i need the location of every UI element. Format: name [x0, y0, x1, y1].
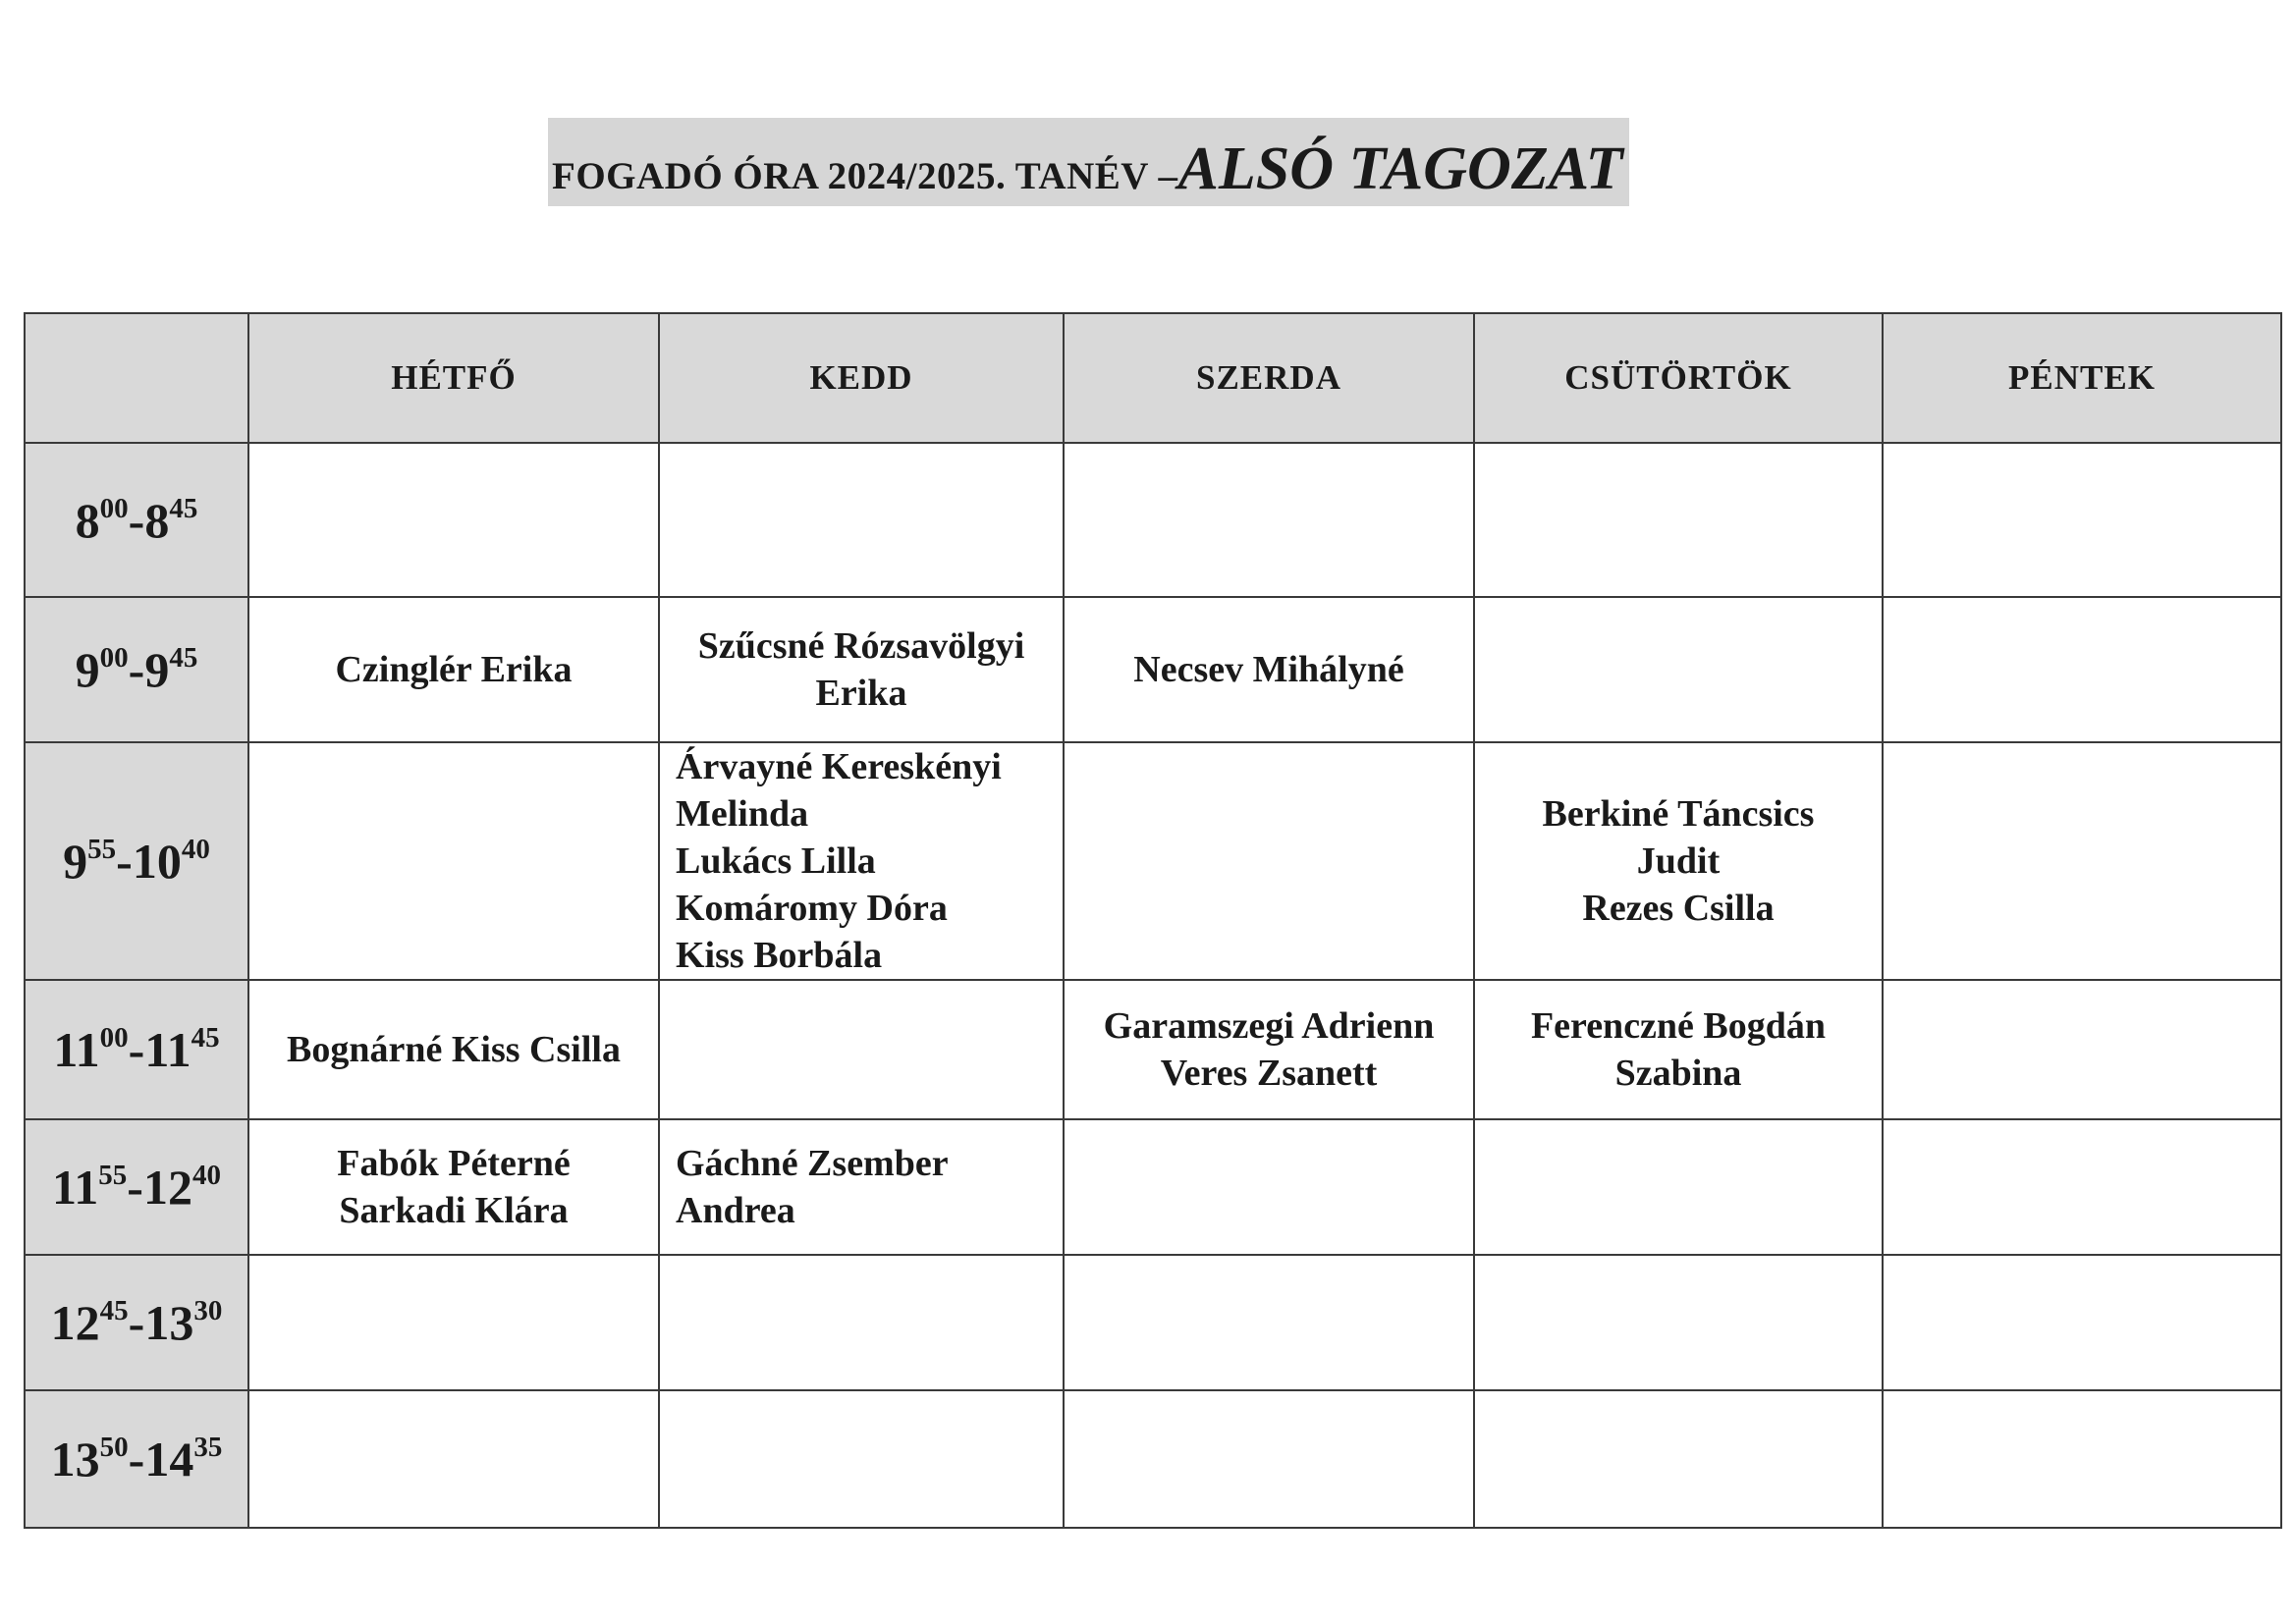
- time-dash: -: [128, 642, 145, 697]
- corner-cell: [25, 313, 248, 443]
- teacher-name: Veres Zsanett: [1160, 1053, 1378, 1094]
- teacher-name: Erika: [815, 673, 907, 714]
- schedule-cell-thursday: [1474, 443, 1883, 597]
- end-hour: 8: [144, 492, 170, 548]
- teacher-name: Sarkadi Klára: [339, 1190, 569, 1231]
- schedule-cell-monday: [248, 1255, 659, 1390]
- time-dash: -: [127, 1160, 143, 1215]
- title-main: FOGADÓ ÓRA 2024/2025. TANÉV –: [552, 155, 1178, 197]
- day-header-monday: HÉTFŐ: [248, 313, 659, 443]
- day-header-wednesday: SZERDA: [1064, 313, 1474, 443]
- teacher-name: Necsev Mihályné: [1133, 649, 1404, 690]
- schedule-cell-friday: [1883, 443, 2281, 597]
- teacher-name: Czinglér Erika: [335, 649, 573, 690]
- page-title: [548, 118, 1629, 206]
- time-slot-row: [25, 1390, 2281, 1528]
- end-hour: 12: [142, 1160, 192, 1215]
- time-slot-label: [25, 980, 248, 1119]
- end-hour: 14: [144, 1432, 194, 1487]
- schedule-cell-monday: [248, 980, 659, 1119]
- time-slot-row: [25, 1119, 2281, 1255]
- schedule-cell-monday: [248, 443, 659, 597]
- schedule-cell-thursday: [1474, 980, 1883, 1119]
- title-accent: ALSÓ TAGOZAT: [1177, 135, 1623, 202]
- time-slot-label: [25, 597, 248, 742]
- schedule-cell-thursday: [1474, 742, 1883, 980]
- schedule-cell-friday: [1883, 742, 2281, 980]
- schedule-cell-wednesday: [1064, 1390, 1474, 1528]
- teacher-name: Andrea: [676, 1190, 795, 1231]
- schedule-cell-tuesday: [659, 980, 1064, 1119]
- start-minute: 45: [99, 1295, 129, 1326]
- schedule-cell-friday: [1883, 597, 2281, 742]
- day-header-thursday: CSÜTÖRTÖK: [1474, 313, 1883, 443]
- schedule-cell-wednesday: [1064, 742, 1474, 980]
- end-hour: 9: [144, 642, 170, 697]
- teacher-name: Garamszegi Adrienn: [1103, 1005, 1435, 1047]
- end-hour: 10: [132, 834, 182, 889]
- teacher-name: Szűcsné Rózsavölgyi: [697, 625, 1025, 667]
- start-hour: 13: [50, 1432, 100, 1487]
- teacher-name: Kiss Borbála: [676, 935, 883, 976]
- end-hour: 11: [144, 1022, 191, 1077]
- start-hour: 8: [75, 492, 100, 548]
- teacher-name: Judit: [1636, 840, 1721, 882]
- header-row: [25, 313, 2281, 443]
- start-hour: 11: [53, 1022, 100, 1077]
- teacher-name: Ferenczné Bogdán: [1530, 1005, 1827, 1047]
- schedule-cell-tuesday: [659, 742, 1064, 980]
- schedule-cell-monday: [248, 1119, 659, 1255]
- time-slot-row: [25, 1255, 2281, 1390]
- time-slot-row: [25, 742, 2281, 980]
- end-minute: 40: [181, 834, 210, 865]
- time-dash: -: [128, 1432, 145, 1487]
- schedule-cell-monday: [248, 742, 659, 980]
- end-minute: 45: [169, 642, 198, 674]
- teacher-name: Árvayné Kereskényi: [676, 746, 1002, 787]
- time-slot-row: [25, 443, 2281, 597]
- schedule-cell-wednesday: [1064, 1255, 1474, 1390]
- time-dash: -: [128, 1022, 145, 1077]
- time-slot-row: [25, 597, 2281, 742]
- schedule-cell-wednesday: [1064, 980, 1474, 1119]
- schedule-cell-thursday: [1474, 1119, 1883, 1255]
- schedule-table: [24, 312, 2282, 1529]
- time-dash: -: [128, 1295, 145, 1350]
- start-hour: 9: [75, 642, 100, 697]
- start-hour: 12: [50, 1295, 100, 1350]
- start-minute: 00: [99, 642, 129, 674]
- start-minute: 55: [87, 834, 117, 865]
- start-minute: 55: [98, 1160, 128, 1191]
- end-minute: 45: [169, 492, 198, 524]
- schedule-cell-tuesday: [659, 443, 1064, 597]
- schedule-cell-friday: [1883, 1119, 2281, 1255]
- time-dash: -: [128, 492, 145, 548]
- end-hour: 13: [144, 1295, 194, 1350]
- teacher-name: Szabina: [1614, 1053, 1742, 1094]
- start-minute: 50: [99, 1432, 129, 1463]
- schedule-cell-tuesday: [659, 1119, 1064, 1255]
- schedule-cell-friday: [1883, 1255, 2281, 1390]
- schedule-cell-tuesday: [659, 1390, 1064, 1528]
- teacher-name: Melinda: [676, 793, 809, 835]
- day-header-friday: PÉNTEK: [1883, 313, 2281, 443]
- end-minute: 35: [193, 1432, 223, 1463]
- teacher-name: Lukács Lilla: [676, 840, 876, 882]
- end-minute: 40: [191, 1160, 221, 1191]
- teacher-name: Bognárné Kiss Csilla: [287, 1029, 621, 1070]
- time-dash: -: [116, 834, 133, 889]
- teacher-name: Berkiné Táncsics: [1542, 793, 1815, 835]
- schedule-cell-tuesday: [659, 1255, 1064, 1390]
- teacher-name: Gáchné Zsember: [676, 1143, 949, 1184]
- teacher-name: Komáromy Dóra: [676, 888, 948, 929]
- schedule-cell-wednesday: [1064, 1119, 1474, 1255]
- end-minute: 45: [191, 1022, 220, 1054]
- schedule-cell-monday: [248, 597, 659, 742]
- schedule-cell-monday: [248, 1390, 659, 1528]
- start-minute: 00: [99, 492, 129, 524]
- start-minute: 00: [99, 1022, 129, 1054]
- time-slot-label: [25, 1255, 248, 1390]
- day-header-tuesday: KEDD: [659, 313, 1064, 443]
- schedule-cell-wednesday: [1064, 443, 1474, 597]
- time-slot-label: [25, 742, 248, 980]
- schedule-cell-thursday: [1474, 597, 1883, 742]
- schedule-cell-thursday: [1474, 1390, 1883, 1528]
- schedule-cell-wednesday: [1064, 597, 1474, 742]
- schedule-cell-friday: [1883, 1390, 2281, 1528]
- start-hour: 9: [63, 834, 88, 889]
- start-hour: 11: [52, 1160, 99, 1215]
- schedule-cell-thursday: [1474, 1255, 1883, 1390]
- schedule-cell-tuesday: [659, 597, 1064, 742]
- schedule-cell-friday: [1883, 980, 2281, 1119]
- teacher-name: Fabók Péterné: [337, 1143, 571, 1184]
- time-slot-label: [25, 443, 248, 597]
- time-slot-label: [25, 1119, 248, 1255]
- time-slot-label: [25, 1390, 248, 1528]
- teacher-name: Rezes Csilla: [1582, 888, 1775, 929]
- time-slot-row: [25, 980, 2281, 1119]
- end-minute: 30: [193, 1295, 223, 1326]
